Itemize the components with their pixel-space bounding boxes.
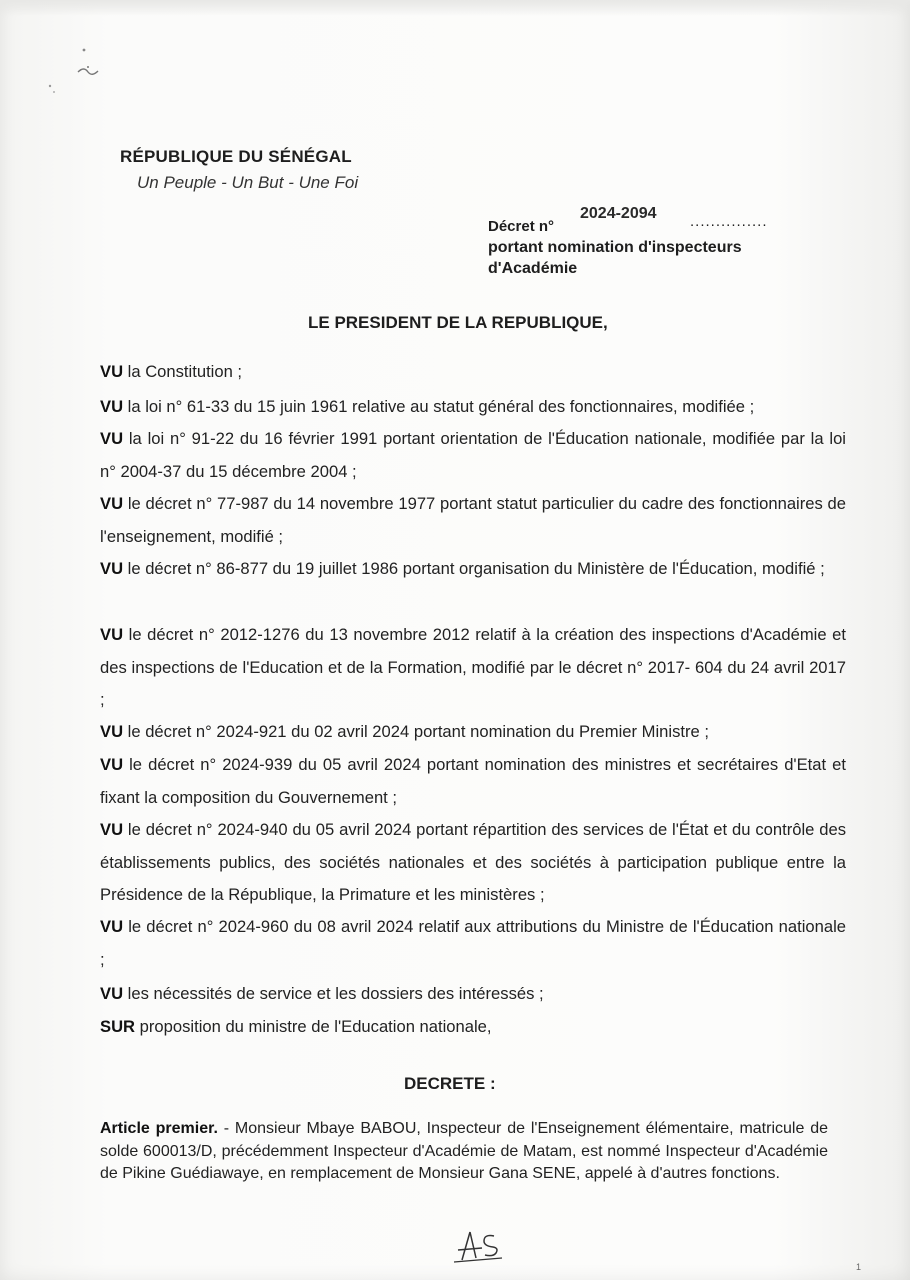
decree-dots: ............... — [690, 213, 768, 230]
consideration-item — [100, 619, 846, 717]
consideration-item — [100, 423, 846, 488]
consideration-text: le décret n° 2024-921 du 02 avril 2024 portant nomination du Premier Ministre ; — [123, 722, 709, 741]
consideration-item — [100, 814, 846, 912]
consideration-text: les nécessités de service et les dossiers des intéressés ; — [123, 984, 544, 1003]
consideration-text: la loi n° 91-22 du 16 février 1991 portant orientation de l'Éducation nationale, modifiée par la loi n° 2004-37 du 15 décembre 2004 ; — [100, 429, 846, 481]
page-top-edge — [0, 0, 910, 16]
page-number: 1 — [856, 1262, 862, 1272]
consideration-text: proposition du ministre de l'Education nationale, — [135, 1017, 492, 1036]
consideration-item — [100, 978, 846, 1011]
signature-initials — [448, 1228, 508, 1268]
consideration-lead: VU — [100, 559, 124, 578]
consideration-item — [100, 1011, 846, 1044]
consideration-text: la loi n° 61-33 du 15 juin 1961 relative au statut général des fonctionnaires, modifiée ; — [123, 397, 755, 416]
consideration-lead: VU — [100, 984, 124, 1003]
consideration-lead: VU — [100, 755, 124, 774]
consideration-item — [100, 356, 846, 389]
decrete-heading: DECRETE : — [404, 1074, 496, 1093]
decree-number: 2024-2094 — [580, 205, 657, 222]
consideration-text: le décret n° 2012-1276 du 13 novembre 2012 relatif à la création des inspections d'Académie et des inspections de l'Education et de la Formation, modifié par le décret n° 2017- 604 du 24 avril 2017 ; — [100, 625, 846, 709]
consideration-lead: VU — [100, 820, 124, 839]
consideration-item — [100, 911, 846, 976]
consideration-lead: VU — [100, 917, 124, 936]
consideration-text: le décret n° 77-987 du 14 novembre 1977 portant statut particulier du cadre des fonctionnaires de l'enseignement, modifié ; — [100, 494, 846, 546]
consideration-lead: VU — [100, 722, 124, 741]
paper-specks — [38, 42, 118, 102]
consideration-text: le décret n° 2024-939 du 05 avril 2024 portant nomination des ministres et secrétaires d'Etat et fixant la composition du Gouvernement ; — [100, 755, 846, 807]
consideration-item — [100, 553, 846, 586]
president-heading: LE PRESIDENT DE LA REPUBLIQUE, — [308, 313, 608, 332]
article-first — [100, 1118, 828, 1186]
consideration-lead: VU — [100, 429, 124, 448]
decree-label: Décret n° — [488, 218, 555, 235]
article-text: - Monsieur Mbaye BABOU, Inspecteur de l'Enseignement élémentaire, matricule de solde 600013/D, précédemment Inspecteur d'Académie de Matam, est nommé Inspecteur d'Académie de Pikine Guédiawaye, en remplacement de Monsieur Gana SENE, appelé à d'autres fonctions. — [100, 1120, 828, 1182]
republic-title: RÉPUBLIQUE DU SÉNÉGAL — [120, 147, 352, 166]
national-motto: Un Peuple - Un But - Une Foi — [137, 173, 359, 192]
consideration-item — [100, 716, 846, 749]
decree-subject: portant nomination d'inspecteurs d'Académie — [488, 239, 742, 277]
consideration-item — [100, 391, 846, 424]
consideration-item — [100, 488, 846, 553]
consideration-lead: SUR — [100, 1017, 136, 1036]
consideration-text: la Constitution ; — [123, 362, 243, 381]
consideration-lead: VU — [100, 362, 124, 381]
consideration-item — [100, 749, 846, 814]
consideration-lead: VU — [100, 397, 124, 416]
article-lead: Article premier. — [100, 1120, 218, 1137]
consideration-lead: VU — [100, 494, 124, 513]
consideration-text: le décret n° 2024-960 du 08 avril 2024 relatif aux attributions du Ministre de l'Éducation nationale ; — [100, 917, 846, 969]
consideration-text: le décret n° 2024-940 du 05 avril 2024 portant répartition des services de l'État et du contrôle des établissements publics, des sociétés nationales et des sociétés à participation publique entre la Présidence de la République, la Primature et les ministères ; — [100, 820, 846, 904]
consideration-lead: VU — [100, 625, 124, 644]
consideration-text: le décret n° 86-877 du 19 juillet 1986 portant organisation du Ministère de l'Éducation, modifié ; — [123, 559, 825, 578]
